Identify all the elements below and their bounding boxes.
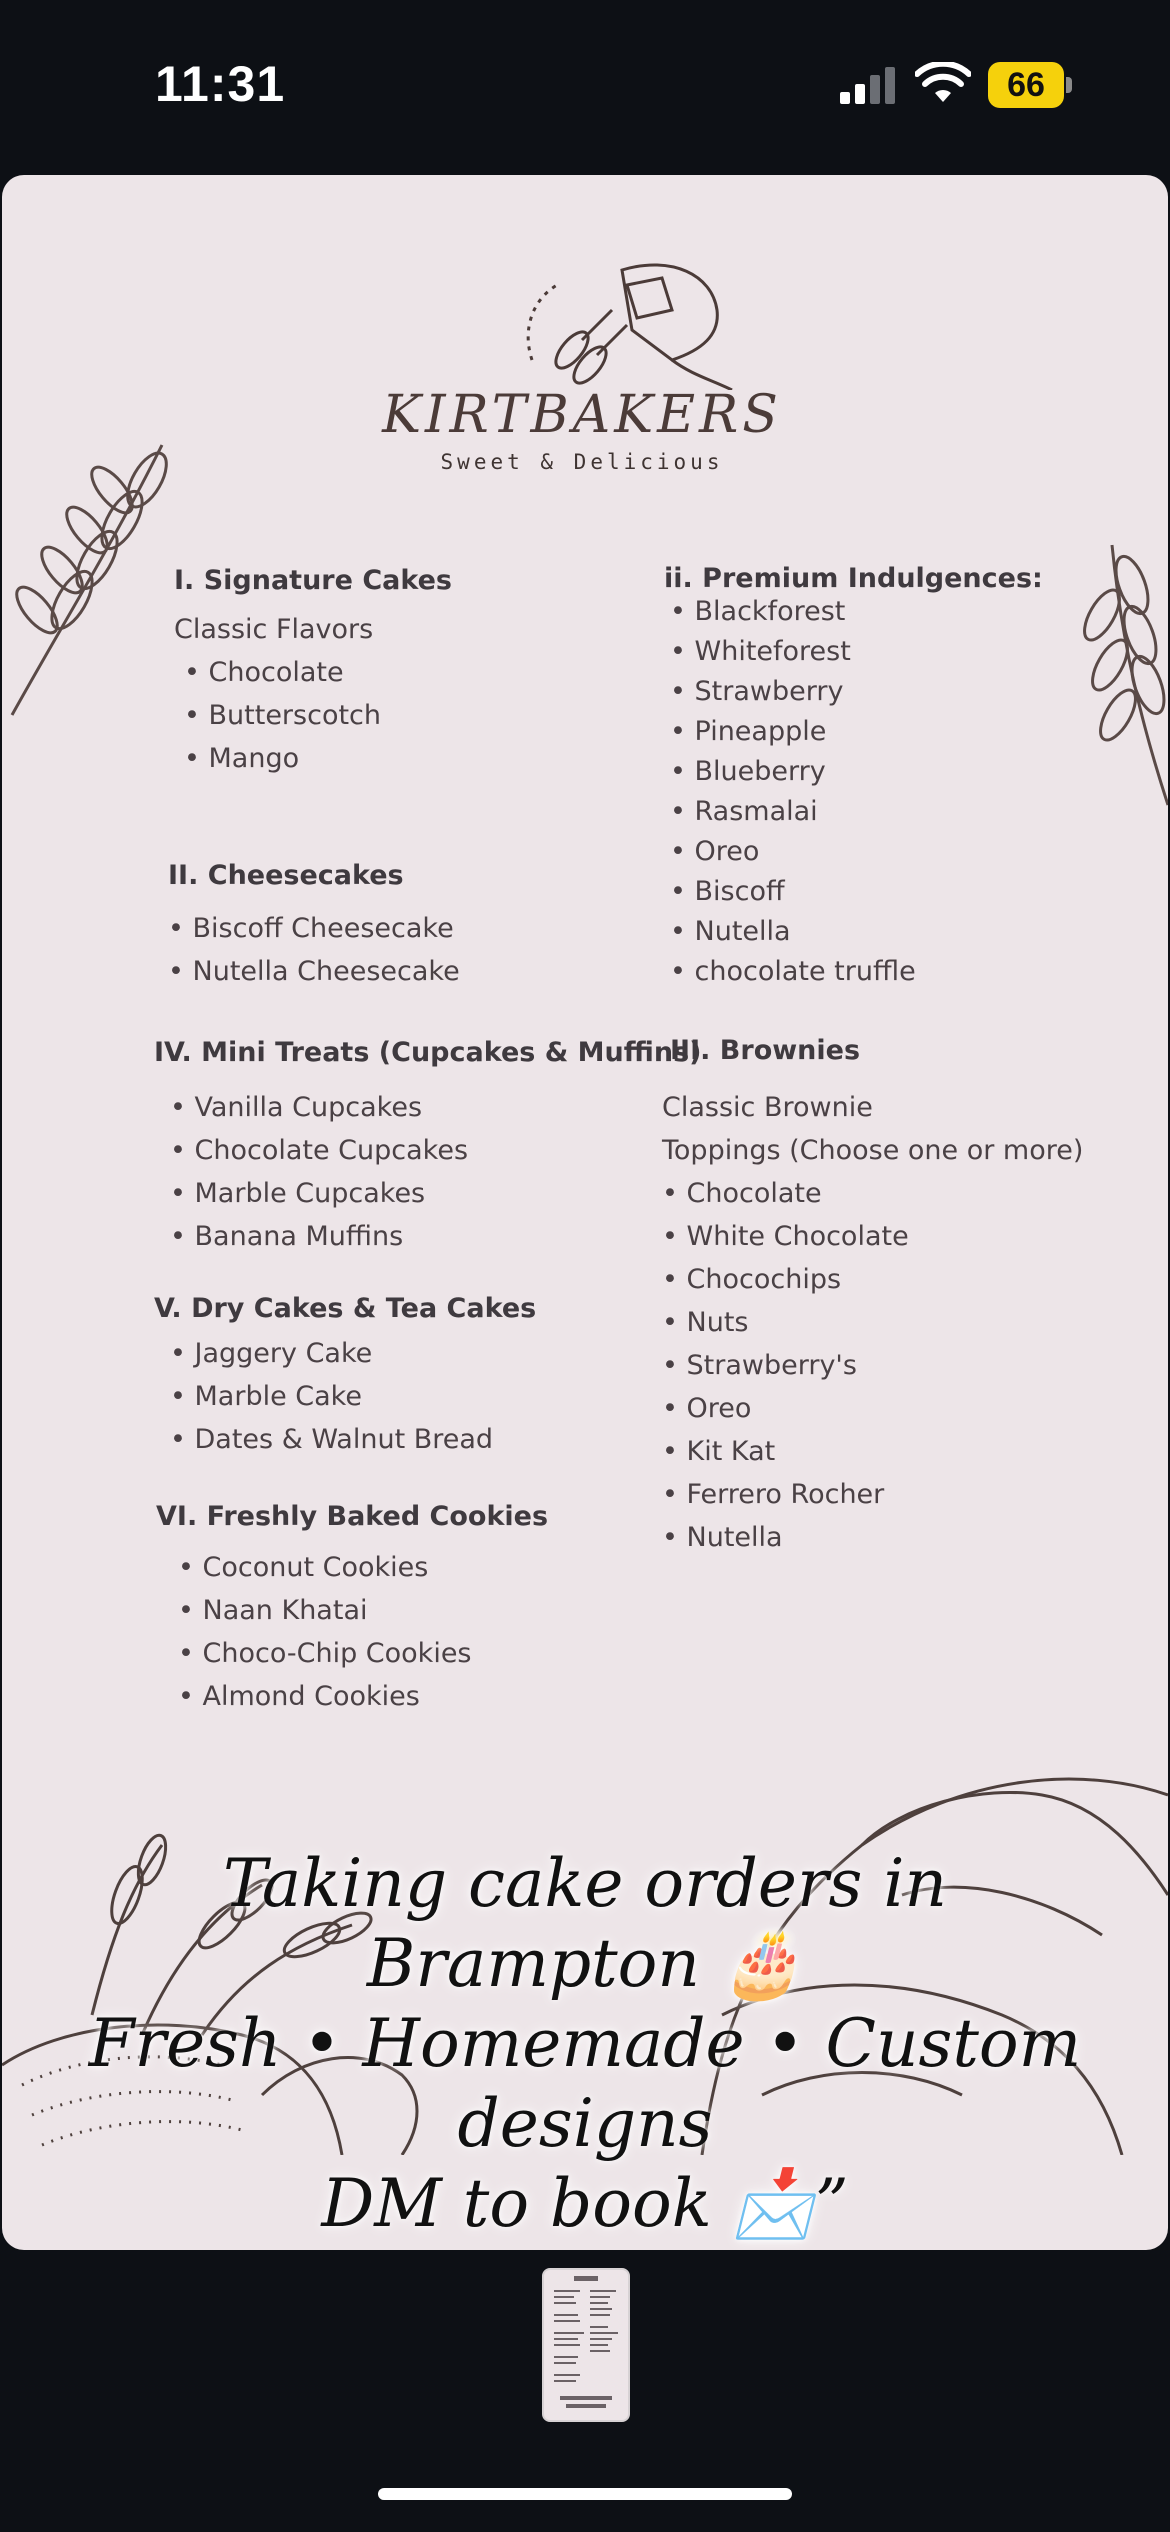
list-item: • Nuts — [662, 1307, 749, 1338]
list-item: • Nutella Cheesecake — [168, 956, 460, 987]
story-thumbnail[interactable] — [542, 2268, 630, 2422]
section-heading: ii. Premium Indulgences: — [664, 563, 1043, 594]
story-caption-line-3: Fresh • Homemade • Custom — [88, 2005, 1082, 2082]
list-item: • Nutella — [670, 916, 791, 947]
section-heading: I. Signature Cakes — [174, 565, 452, 596]
list-item: • Banana Muffins — [170, 1221, 404, 1252]
list-item: • Blackforest — [670, 596, 846, 627]
wheat-illustration-left — [2, 425, 182, 725]
story-caption-line-2: Brampton 🎂 — [366, 1925, 804, 2002]
list-item: • chocolate truffle — [670, 956, 916, 987]
list-item: • Mango — [184, 743, 300, 774]
section-heading: III. Brownies — [670, 1035, 861, 1066]
list-item: • Chocochips — [662, 1264, 842, 1295]
list-item: • Chocolate Cupcakes — [170, 1135, 469, 1166]
story-caption-line-5: DM to book 📩” — [321, 2165, 849, 2242]
list-item: • Ferrero Rocher — [662, 1479, 885, 1510]
logo-brand-name: KIRTBAKERS — [382, 385, 782, 445]
list-item: • Marble Cake — [170, 1381, 362, 1412]
section-cheesecakes — [168, 860, 460, 993]
list-item: • Almond Cookies — [178, 1681, 420, 1712]
section-subheading: Classic Flavors — [174, 614, 374, 645]
section-heading: II. Cheesecakes — [168, 860, 404, 891]
list-item: • Oreo — [670, 836, 760, 867]
hand-mixer-icon — [372, 250, 792, 390]
thumbnail-preview-icon — [544, 2270, 628, 2420]
list-item: • Naan Khatai — [178, 1595, 368, 1626]
story-caption-line-4: designs — [457, 2085, 713, 2162]
list-item: • Biscoff Cheesecake — [168, 913, 454, 944]
section-heading: V. Dry Cakes & Tea Cakes — [154, 1293, 537, 1324]
section-mini-treats — [154, 1037, 702, 1258]
section-signature-cakes — [174, 565, 452, 780]
battery-tip — [1066, 77, 1072, 93]
logo-tagline: Sweet & Delicious — [440, 450, 724, 474]
list-item: • Kit Kat — [662, 1436, 776, 1467]
list-item: • Whiteforest — [670, 636, 851, 667]
list-item: • Pineapple — [670, 716, 827, 747]
list-item: • Chocolate — [662, 1178, 822, 1209]
bakery-logo — [372, 250, 792, 490]
list-item: • Choco-Chip Cookies — [178, 1638, 472, 1669]
wifi-icon — [915, 62, 971, 106]
list-item: • Coconut Cookies — [178, 1552, 429, 1583]
section-subheading: Toppings (Choose one or more) — [662, 1135, 1084, 1166]
home-indicator[interactable] — [378, 2488, 792, 2500]
list-item: • Strawberry's — [662, 1350, 857, 1381]
list-item: • Vanilla Cupcakes — [170, 1092, 423, 1123]
list-item: • Jaggery Cake — [170, 1338, 373, 1369]
section-brownies — [662, 1035, 1083, 1559]
list-item: • Blueberry — [670, 756, 826, 787]
list-item: • Chocolate — [184, 657, 344, 688]
section-heading: IV. Mini Treats (Cupcakes & Muffins) — [154, 1037, 702, 1068]
list-item: • Marble Cupcakes — [170, 1178, 426, 1209]
list-item: • Strawberry — [670, 676, 844, 707]
section-dry-cakes — [154, 1293, 536, 1461]
battery-icon — [988, 62, 1074, 108]
list-item: • Oreo — [662, 1393, 752, 1424]
status-bar — [0, 0, 1170, 175]
section-subheading: Classic Brownie — [662, 1092, 873, 1123]
section-premium-indulgences — [664, 563, 1043, 992]
section-heading: VI. Freshly Baked Cookies — [156, 1501, 549, 1532]
list-item: • Dates & Walnut Bread — [170, 1424, 494, 1455]
story-caption-line-1: Taking cake orders in — [222, 1845, 948, 1922]
list-item: • Biscoff — [670, 876, 785, 907]
status-time: 11:31 — [155, 56, 286, 112]
story-image[interactable] — [2, 175, 1168, 2250]
wheat-illustration-right — [1052, 505, 1168, 825]
list-item: • Butterscotch — [184, 700, 382, 731]
battery-level: 66 — [988, 62, 1064, 108]
list-item: • White Chocolate — [662, 1221, 909, 1252]
cellular-signal-icon — [838, 66, 898, 108]
list-item: • Rasmalai — [670, 796, 818, 827]
list-item: • Nutella — [662, 1522, 783, 1553]
